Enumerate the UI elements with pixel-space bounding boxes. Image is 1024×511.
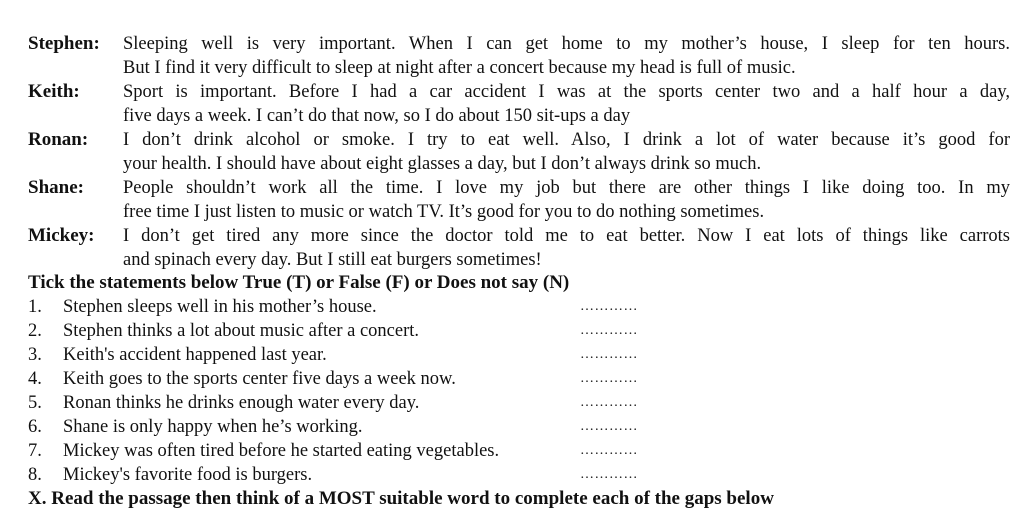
exercise-instruction: Tick the statements below True (T) or False (F) or Does not say (N) <box>28 272 570 293</box>
statement-text: Stephen thinks a lot about music after a concert. <box>63 321 420 341</box>
statement-number: 5. <box>28 393 42 413</box>
speech-line: and spinach every day. But I still eat burgers sometimes! <box>123 250 542 270</box>
statement-number: 2. <box>28 321 42 341</box>
statement-item <box>28 463 668 487</box>
speaker-name: Keith: <box>28 81 80 102</box>
speech-text <box>123 128 1010 176</box>
statement-number: 8. <box>28 465 42 485</box>
statement-number: 4. <box>28 369 42 389</box>
statement-text: Keith goes to the sports center five days a week now. <box>63 369 456 389</box>
statement-item <box>28 319 668 343</box>
statement-text: Keith's accident happened last year. <box>63 345 327 365</box>
answer-blank[interactable]: ………… <box>580 443 638 458</box>
answer-blank[interactable]: ………… <box>580 467 638 482</box>
statement-item <box>28 343 668 367</box>
statement-item <box>28 415 668 439</box>
answer-blank[interactable]: ………… <box>580 419 638 434</box>
speech-line: But I find it very difficult to sleep at night after a concert because my head is full of music. <box>123 58 796 78</box>
statement-number: 7. <box>28 441 42 461</box>
speech-line: Sleeping well is very important. When I can get home to my mother’s house, I sleep for ten hours. <box>123 34 1010 54</box>
answer-blank[interactable]: ………… <box>580 395 638 410</box>
speech-line: People shouldn’t work all the time. I love my job but there are other things I like doing too. In my <box>123 178 1010 198</box>
statement-number: 1. <box>28 297 42 317</box>
speaker-name: Mickey: <box>28 225 95 246</box>
speech-text <box>123 176 1010 224</box>
speaker-name: Stephen: <box>28 33 100 54</box>
statement-item <box>28 367 668 391</box>
next-section-heading: X. Read the passage then think of a MOST suitable word to complete each of the gaps below <box>28 488 774 509</box>
statement-text: Shane is only happy when he’s working. <box>63 417 363 437</box>
statement-number: 3. <box>28 345 42 365</box>
speech-line: your health. I should have about eight glasses a day, but I don’t always drink so much. <box>123 154 762 174</box>
statement-text: Stephen sleeps well in his mother’s house. <box>63 297 377 317</box>
speech-line: five days a week. I can’t do that now, so I do about 150 sit-ups a day <box>123 106 631 126</box>
speaker-name: Shane: <box>28 177 84 198</box>
speech-text <box>123 32 1010 80</box>
answer-blank[interactable]: ………… <box>580 299 638 314</box>
speech-text <box>123 224 1010 272</box>
speech-line: Sport is important. Before I had a car accident I was at the sports center two and a half hour a day, <box>123 82 1010 102</box>
statement-text: Ronan thinks he drinks enough water every day. <box>63 393 420 413</box>
statement-text: Mickey's favorite food is burgers. <box>63 465 313 485</box>
answer-blank[interactable]: ………… <box>580 323 638 338</box>
speech-line: free time I just listen to music or watch TV. It’s good for you to do nothing sometimes. <box>123 202 765 222</box>
answer-blank[interactable]: ………… <box>580 371 638 386</box>
statement-item <box>28 295 668 319</box>
speech-text <box>123 80 1010 128</box>
speech-line: I don’t drink alcohol or smoke. I try to eat well. Also, I drink a lot of water because it’s good for <box>123 130 1010 150</box>
statement-number: 6. <box>28 417 42 437</box>
statement-text: Mickey was often tired before he started eating vegetables. <box>63 441 500 461</box>
answer-blank[interactable]: ………… <box>580 347 638 362</box>
speech-line: I don’t get tired any more since the doctor told me to eat better. Now I eat lots of things like carrots <box>123 226 1010 246</box>
statement-item <box>28 391 668 415</box>
statement-item <box>28 439 668 463</box>
speaker-name: Ronan: <box>28 129 89 150</box>
